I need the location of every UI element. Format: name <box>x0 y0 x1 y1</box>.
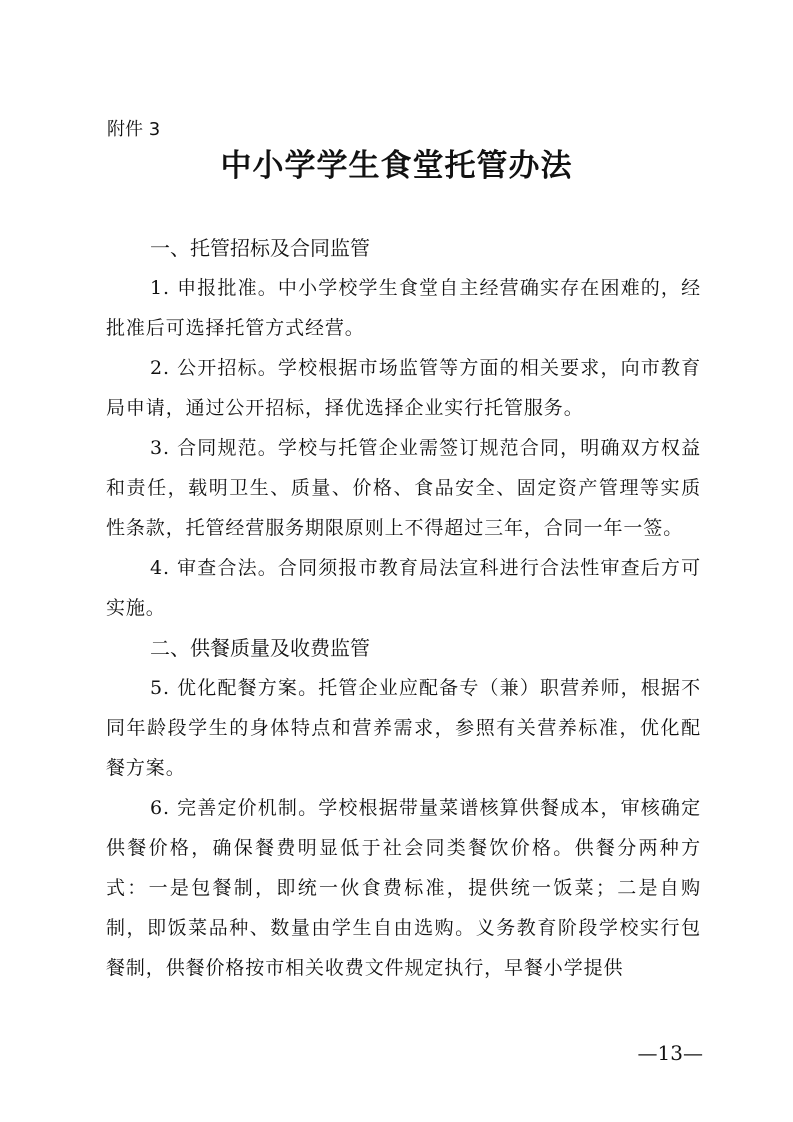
paragraph: 1. 申报批准。中小学校学生食堂自主经营确实存在困难的，经批准后可选择托管方式经营。 <box>106 277 701 339</box>
paragraph: 4. 审查合法。合同须报市教育局法宣科进行合法性审查后方可实施。 <box>106 557 701 619</box>
document-body <box>106 228 701 988</box>
paragraph: 5. 优化配餐方案。托管企业应配备专（兼）职营养师，根据不同年龄段学生的身体特点和营养需求，参照有关营养标准，优化配餐方案。 <box>106 677 701 779</box>
page-number: —13— <box>637 1041 703 1065</box>
paragraph: 2. 公开招标。学校根据市场监管等方面的相关要求，向市教育局申请，通过公开招标，择优选择企业实行托管服务。 <box>106 357 701 419</box>
document-title: 中小学学生食堂托管办法 <box>220 148 573 184</box>
paragraph: 3. 合同规范。学校与托管企业需签订规范合同，明确双方权益和责任，载明卫生、质量、价格、食品安全、固定资产管理等实质性条款，托管经营服务期限原则上不得超过三年，合同一年一签。 <box>106 437 701 539</box>
section-heading: 二、供餐质量及收费监管 <box>150 636 370 660</box>
section-heading: 一、托管招标及合同监管 <box>150 236 370 260</box>
attachment-label: 附件 3 <box>107 119 161 140</box>
paragraph: 6. 完善定价机制。学校根据带量菜谱核算供餐成本，审核确定供餐价格，确保餐费明显低于社会同类餐饮价格。供餐分两种方式：一是包餐制，即统一伙食费标准，提供统一饭菜；二是自购制，即饭菜品种、数量由学生自由选购。义务教育阶段学校实行包餐制，供餐价格按市相关收费文件规定执行，早餐小学提供 <box>106 797 701 979</box>
